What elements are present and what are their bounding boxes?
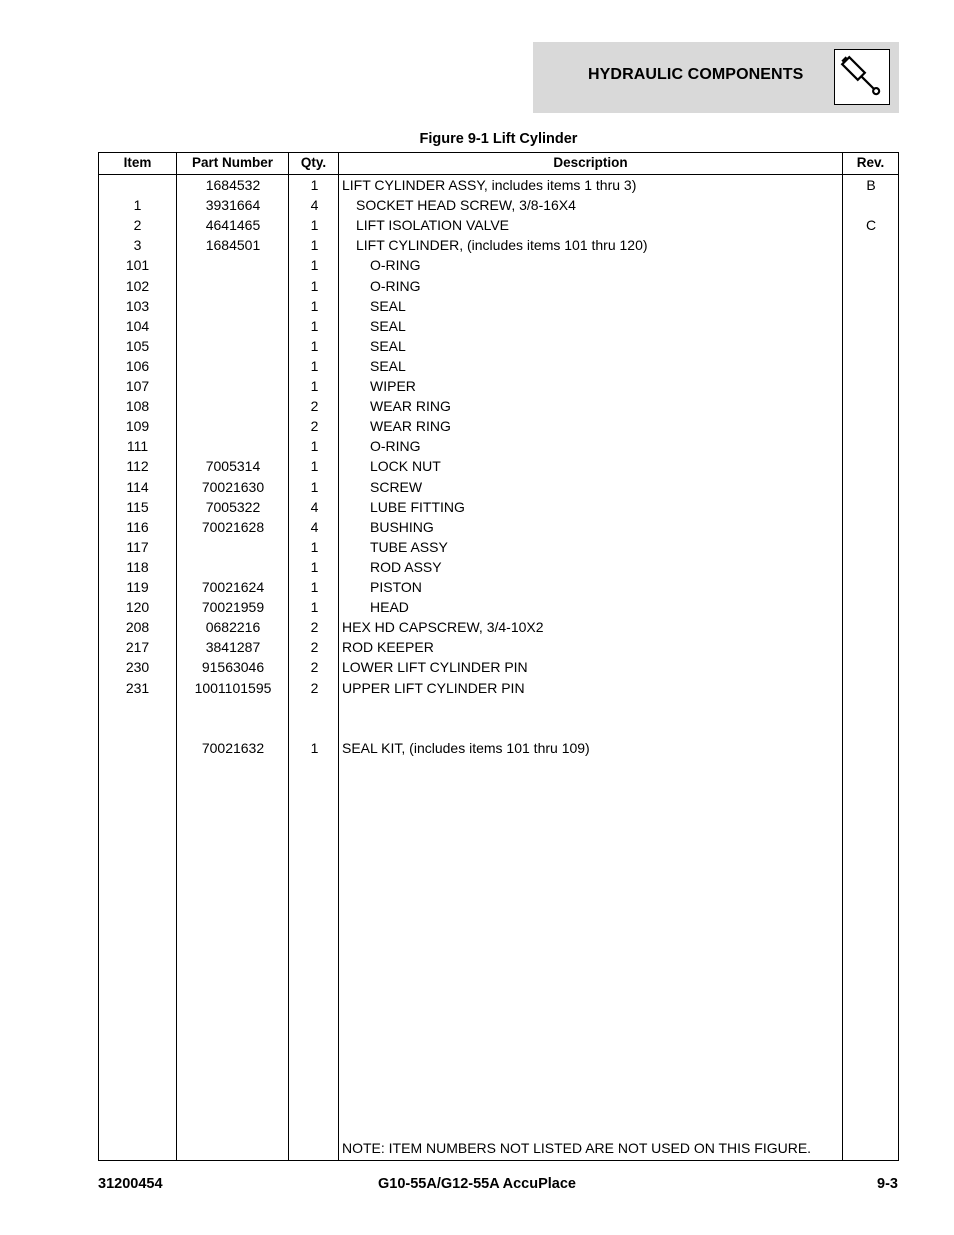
qty-cell: 1 (310, 257, 319, 274)
item-cell: 119 (126, 579, 149, 595)
description-cell: SCREW (370, 478, 423, 495)
table-row (99, 517, 898, 537)
table-row (99, 276, 898, 296)
qty-cell: 1 (310, 217, 319, 234)
description-cell: SEAL (370, 317, 406, 334)
table-row (99, 456, 898, 476)
item-cell: 117 (126, 538, 149, 555)
qty-cell: 1 (310, 177, 319, 193)
item-cell: 114 (126, 478, 149, 495)
qty-cell: 1 (310, 538, 319, 555)
table-row (99, 356, 898, 376)
table-row (99, 215, 898, 235)
description-cell: LUBE FITTING (370, 498, 465, 515)
description-cell: LIFT ISOLATION VALVE (356, 217, 510, 234)
description-cell: WEAR RING (370, 418, 451, 435)
qty-cell: 1 (310, 579, 319, 595)
footer-model: G10-55A/G12-55A AccuPlace (377, 1176, 576, 1192)
item-cell: 230 (125, 659, 150, 676)
description-cell: O-RING (370, 438, 421, 455)
qty-cell: 1 (310, 558, 319, 575)
parts-table (98, 152, 899, 1161)
qty-cell: 1 (310, 458, 319, 475)
item-cell: 111 (126, 438, 149, 455)
part-number-cell: 7005314 (205, 458, 261, 475)
description-cell: LOWER LIFT CYLINDER PIN (342, 659, 528, 676)
description-cell: ROD KEEPER (342, 639, 434, 656)
item-cell: 112 (126, 458, 149, 475)
qty-cell: 1 (310, 317, 319, 334)
qty-cell: 4 (310, 197, 319, 214)
part-number-cell: 1684501 (205, 237, 261, 254)
table-row (99, 376, 898, 396)
qty-cell: 4 (310, 498, 319, 515)
item-cell: 231 (125, 679, 150, 696)
item-cell: 102 (125, 277, 150, 294)
table-row (99, 416, 898, 436)
qty-cell: 1 (310, 237, 319, 254)
qty-cell: 1 (310, 478, 319, 495)
header-part-number: Part Number (191, 155, 274, 170)
description-cell: SEAL (370, 337, 406, 354)
table-row (99, 436, 898, 456)
table-row (99, 637, 898, 657)
part-number-cell: 1001101595 (194, 679, 272, 696)
table-row (99, 537, 898, 557)
part-number-cell: 7005322 (205, 498, 261, 515)
qty-cell: 2 (310, 639, 319, 656)
part-number-cell: 70021628 (201, 518, 265, 535)
section-header (533, 42, 899, 113)
item-cell: 105 (125, 337, 150, 354)
table-note: NOTE: ITEM NUMBERS NOT LISTED ARE NOT USED ON THIS FIGURE. (342, 1140, 812, 1156)
header-description: Description (553, 155, 628, 170)
item-cell: 208 (125, 619, 150, 636)
part-number-cell: 70021624 (201, 579, 265, 595)
item-cell: 104 (125, 317, 150, 334)
description-cell: SEAL KIT, (includes items 101 thru 109) (342, 739, 590, 756)
item-cell: 101 (125, 257, 150, 274)
rev-cell: C (865, 217, 877, 234)
part-number-cell: 91563046 (201, 659, 265, 676)
qty-cell: 1 (310, 297, 319, 314)
qty-cell: 2 (310, 398, 319, 415)
qty-cell: 2 (310, 619, 319, 636)
description-cell: TUBE ASSY (370, 538, 448, 555)
part-number-cell: 70021630 (201, 478, 265, 495)
table-row (99, 195, 898, 215)
table-row (99, 175, 898, 195)
qty-cell: 4 (310, 518, 319, 535)
description-cell: SEAL (370, 357, 406, 374)
part-number-cell: 3841287 (205, 639, 261, 656)
item-cell: 107 (125, 378, 150, 394)
part-number-cell: 70021632 (201, 739, 265, 756)
table-row (99, 235, 898, 255)
table-row (99, 296, 898, 316)
hydraulic-cylinder-icon (834, 49, 890, 105)
table-row (99, 698, 898, 718)
header-rev: Rev. (856, 155, 885, 170)
item-cell: 103 (125, 297, 150, 314)
description-cell: LIFT CYLINDER ASSY, includes items 1 thru 3) (342, 177, 637, 193)
description-cell: ROD ASSY (370, 558, 442, 575)
table-row (99, 597, 898, 617)
description-cell: O-RING (370, 257, 421, 274)
part-number-cell: 1684532 (205, 177, 261, 193)
description-cell: LOCK NUT (370, 458, 441, 475)
qty-cell: 1 (310, 438, 319, 455)
table-row (99, 738, 898, 758)
table-row (99, 617, 898, 637)
part-number-cell: 0682216 (205, 619, 261, 636)
qty-cell: 2 (310, 659, 319, 676)
table-row (99, 678, 898, 698)
qty-cell: 1 (310, 337, 319, 354)
item-cell: 120 (125, 599, 150, 616)
rev-cell: B (866, 177, 876, 193)
item-cell: 2 (133, 217, 142, 234)
item-cell: 115 (126, 498, 149, 515)
table-row (99, 396, 898, 416)
qty-cell: 1 (310, 378, 319, 394)
item-cell: 109 (125, 418, 150, 435)
description-cell: HEAD (370, 599, 409, 616)
qty-cell: 1 (310, 277, 319, 294)
description-cell: SOCKET HEAD SCREW, 3/8-16X4 (356, 197, 576, 214)
description-cell: BUSHING (370, 518, 434, 535)
qty-cell: 2 (310, 679, 319, 696)
item-cell: 1 (133, 197, 142, 214)
description-cell: PISTON (370, 579, 422, 595)
table-row (99, 477, 898, 497)
table-row (99, 255, 898, 275)
description-cell: UPPER LIFT CYLINDER PIN (342, 679, 525, 696)
description-cell: WEAR RING (370, 398, 451, 415)
part-number-cell: 3931664 (205, 197, 261, 214)
figure-title: Figure 9-1 Lift Cylinder (419, 131, 578, 147)
footer-doc-number: 31200454 (98, 1176, 163, 1192)
description-cell: SEAL (370, 297, 406, 314)
description-cell: O-RING (370, 277, 421, 294)
qty-cell: 2 (310, 418, 319, 435)
table-row (99, 657, 898, 677)
item-cell: 108 (125, 398, 150, 415)
table-row (99, 316, 898, 336)
item-cell: 106 (125, 357, 150, 374)
section-title: HYDRAULIC COMPONENTS (588, 66, 804, 83)
part-number-cell: 4641465 (205, 217, 261, 234)
item-cell: 118 (126, 558, 149, 575)
item-cell: 217 (125, 639, 150, 656)
table-row (99, 718, 898, 738)
description-cell: LIFT CYLINDER, (includes items 101 thru 120) (356, 237, 648, 254)
qty-cell: 1 (310, 599, 319, 616)
header-item: Item (123, 155, 152, 170)
part-number-cell: 70021959 (201, 599, 265, 616)
item-cell: 3 (133, 237, 142, 254)
description-cell: WIPER (370, 378, 416, 394)
description-cell: HEX HD CAPSCREW, 3/4-10X2 (342, 619, 544, 636)
qty-cell: 1 (310, 357, 319, 374)
header-qty: Qty. (300, 155, 327, 170)
table-row (99, 336, 898, 356)
item-cell: 116 (126, 518, 149, 535)
qty-cell: 1 (310, 739, 319, 756)
table-row (99, 557, 898, 577)
table-row (99, 497, 898, 517)
table-row (99, 577, 898, 597)
footer-page-number: 9-3 (877, 1176, 898, 1192)
